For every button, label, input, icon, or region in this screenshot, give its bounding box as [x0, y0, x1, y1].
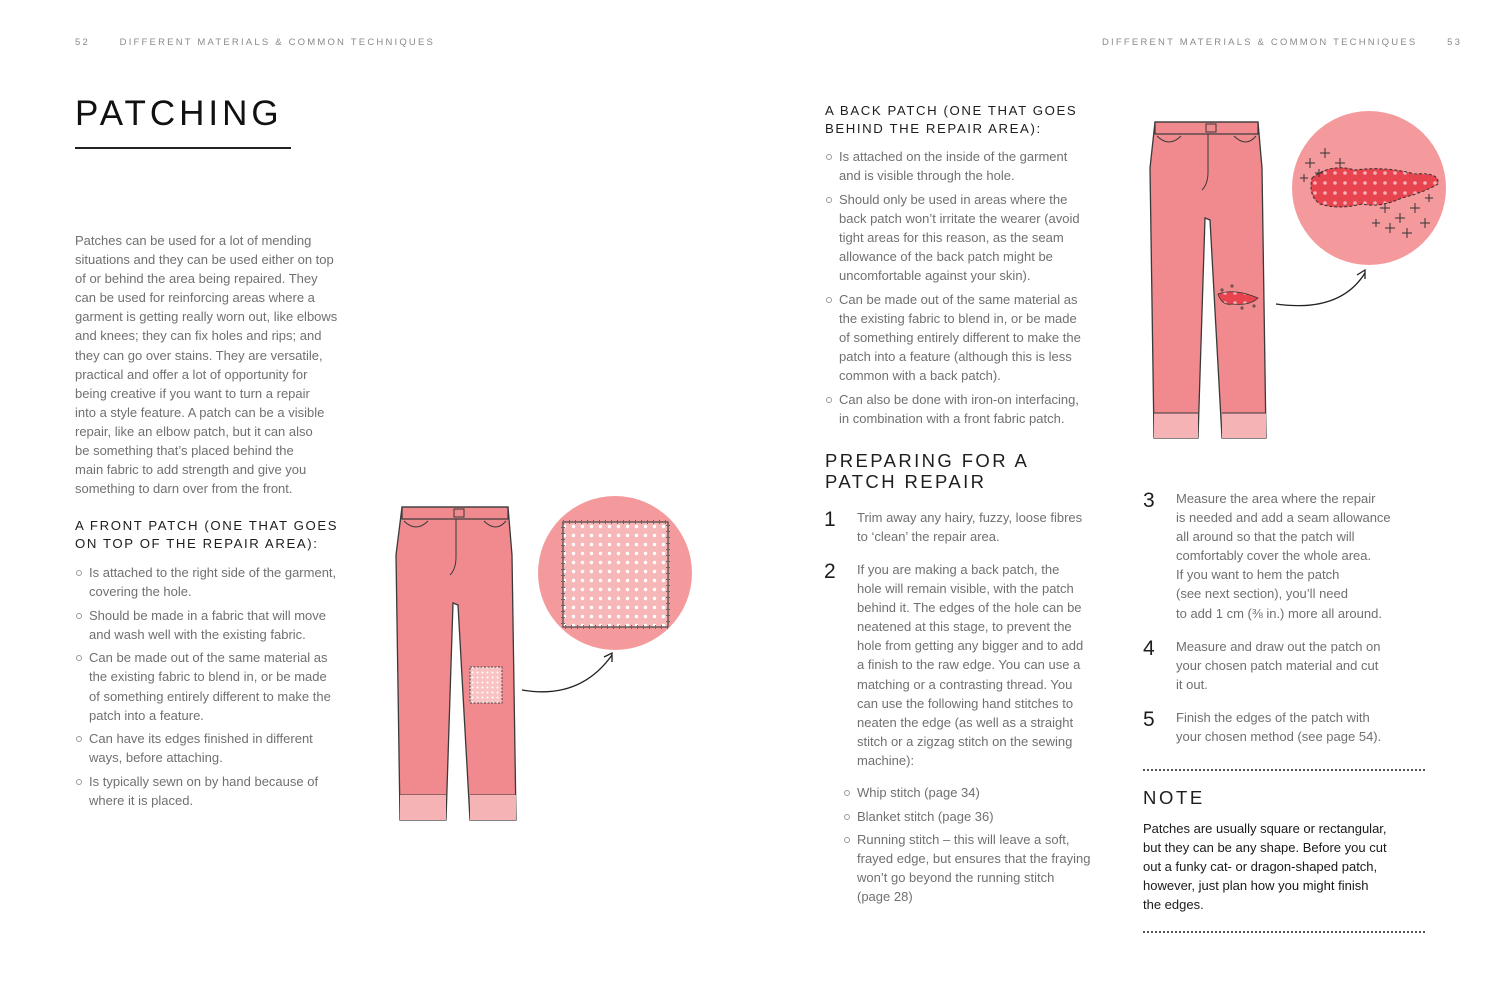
intro-line: Patches can be used for a lot of mending — [75, 233, 312, 248]
list-item: Is attached to the right side of the garment, covering the hole. — [75, 563, 375, 601]
heading-line: PREPARING FOR A — [825, 450, 1030, 471]
intro-line: something to darn over from the front. — [75, 481, 293, 497]
step-number: 2 — [824, 560, 836, 583]
right-page-number: 53 — [1447, 37, 1463, 48]
list-item: Should only be used in areas where the back patch won’t irritate the wearer (avoid tight areas for this reason, as the seam allowance of the back patch might be uncomfortable against your skin). — [825, 190, 1125, 285]
heading-line: ON TOP OF THE REPAIR AREA): — [75, 536, 319, 551]
front-patch-heading — [75, 517, 338, 553]
step-text: If you are making a back patch, the hole will remain visible, with the patch behind it. The edges of the hole can be neatened at this stage, to prevent the hole from getting any bigger and to add a finish to the raw edge. You can use a matching or a contrasting thread. You can use the following hand stitches to neaten the edge (as well as a straight stitch or a zigzag stitch on the sewing machine): — [857, 562, 1084, 768]
step-number: 4 — [1143, 637, 1155, 660]
list-item: Is typically sewn on by hand because of where it is placed. — [75, 772, 375, 810]
back-patch-jeans-illustration — [1140, 108, 1460, 443]
right-running-title: DIFFERENT MATERIALS & COMMON TECHNIQUES — [1102, 37, 1418, 48]
list-item: Running stitch – this will leave a soft, frayed edge, but ensures that the fraying won’t go beyond the running stitch (page 28) — [843, 830, 1123, 906]
front-patch-list — [75, 563, 375, 815]
intro-line: garment is getting really worn out, like elbows — [75, 309, 338, 325]
jeans-icon — [396, 507, 516, 820]
preparing-heading — [825, 450, 1029, 492]
step-text: Measure the area where the repair is needed and add a seam allowance all around so that the patch will comfortably cover the whole area. If you want to hem the patch (see next section), you’ll need to add 1 cm (⅜ in.) more all around. — [1176, 491, 1391, 621]
intro-line: being creative if you want to turn a repair — [75, 385, 310, 401]
intro-line: can be used for reinforcing areas where a — [75, 290, 315, 306]
pointer-arrow-icon — [1276, 273, 1365, 306]
page-title: PATCHING — [75, 94, 283, 133]
step-number: 3 — [1143, 489, 1155, 512]
right-running-header — [1102, 37, 1462, 48]
title-underline — [75, 147, 291, 149]
step-text: Measure and draw out the patch on your chosen patch material and cut it out. — [1176, 639, 1381, 693]
back-patch-list — [825, 147, 1125, 432]
left-running-header — [75, 37, 435, 48]
note-text: Patches are usually square or rectangular, but they can be any shape. Before you cut out a funky cat- or dragon-shaped patch, however, just plan how you might finish the edges. — [1143, 821, 1387, 913]
list-item: Should be made in a fabric that will move and wash well with the existing fabric. — [75, 606, 375, 644]
intro-line: main fabric to add strength and give you — [75, 462, 307, 478]
intro-line: be something that’s placed behind the — [75, 443, 294, 459]
intro-line: and knees; they can fix holes and rips; and — [75, 328, 322, 344]
list-item: Whip stitch (page 34) — [843, 783, 1123, 802]
note-bottom-divider — [1143, 931, 1425, 933]
list-item: Is attached on the inside of the garment and is visible through the hole. — [825, 147, 1125, 185]
intro-line: situations and they can be used either on top — [75, 252, 334, 268]
list-item: Blanket stitch (page 36) — [843, 807, 1123, 826]
pointer-arrow-icon — [522, 655, 612, 692]
heading-line: A BACK PATCH (ONE THAT GOES — [825, 103, 1078, 118]
list-item: Can be made out of the same material as the existing fabric to blend in, or be made of something entirely different to make the patch into a feature (although this is less common with a back patch). — [825, 290, 1125, 385]
left-running-title: DIFFERENT MATERIALS & COMMON TECHNIQUES — [119, 37, 436, 48]
jeans-icon — [1150, 122, 1266, 438]
front-patch-detail-icon — [563, 522, 668, 627]
heading-line: A FRONT PATCH (ONE THAT GOES — [75, 518, 339, 533]
list-item: Can also be done with iron-on interfacing, in combination with a front fabric patch. — [825, 390, 1125, 428]
step-text: Trim away any hairy, fuzzy, loose fibres to ‘clean’ the repair area. — [857, 510, 1083, 545]
intro-line: they can go over stains. They are versatile, — [75, 347, 323, 363]
intro-paragraph — [75, 231, 375, 498]
intro-line: repair, like an elbow patch, but it can also — [75, 423, 313, 439]
list-item: Can have its edges finished in different ways, before attaching. — [75, 729, 375, 767]
stitch-list — [843, 783, 1123, 911]
back-patch-heading — [825, 102, 1077, 138]
intro-line: practical and offer a lot of opportunity for — [75, 366, 308, 382]
heading-line: BEHIND THE REPAIR AREA): — [825, 121, 1042, 136]
note-top-divider — [1143, 769, 1425, 771]
step-number: 1 — [824, 508, 836, 531]
left-page-number: 52 — [75, 37, 90, 48]
list-item: Can be made out of the same material as the existing fabric to blend in, or be made of something entirely different to make the patch into a feature. — [75, 648, 375, 724]
intro-line: into a style feature. A patch can be a visible — [75, 404, 325, 420]
intro-line: of or behind the area being repaired. They — [75, 271, 318, 287]
note-heading: NOTE — [1143, 787, 1205, 808]
heading-line: PATCH REPAIR — [825, 471, 987, 492]
step-number: 5 — [1143, 708, 1155, 731]
front-patch-jeans-illustration — [380, 495, 710, 835]
step-text: Finish the edges of the patch with your chosen method (see page 54). — [1176, 710, 1382, 745]
